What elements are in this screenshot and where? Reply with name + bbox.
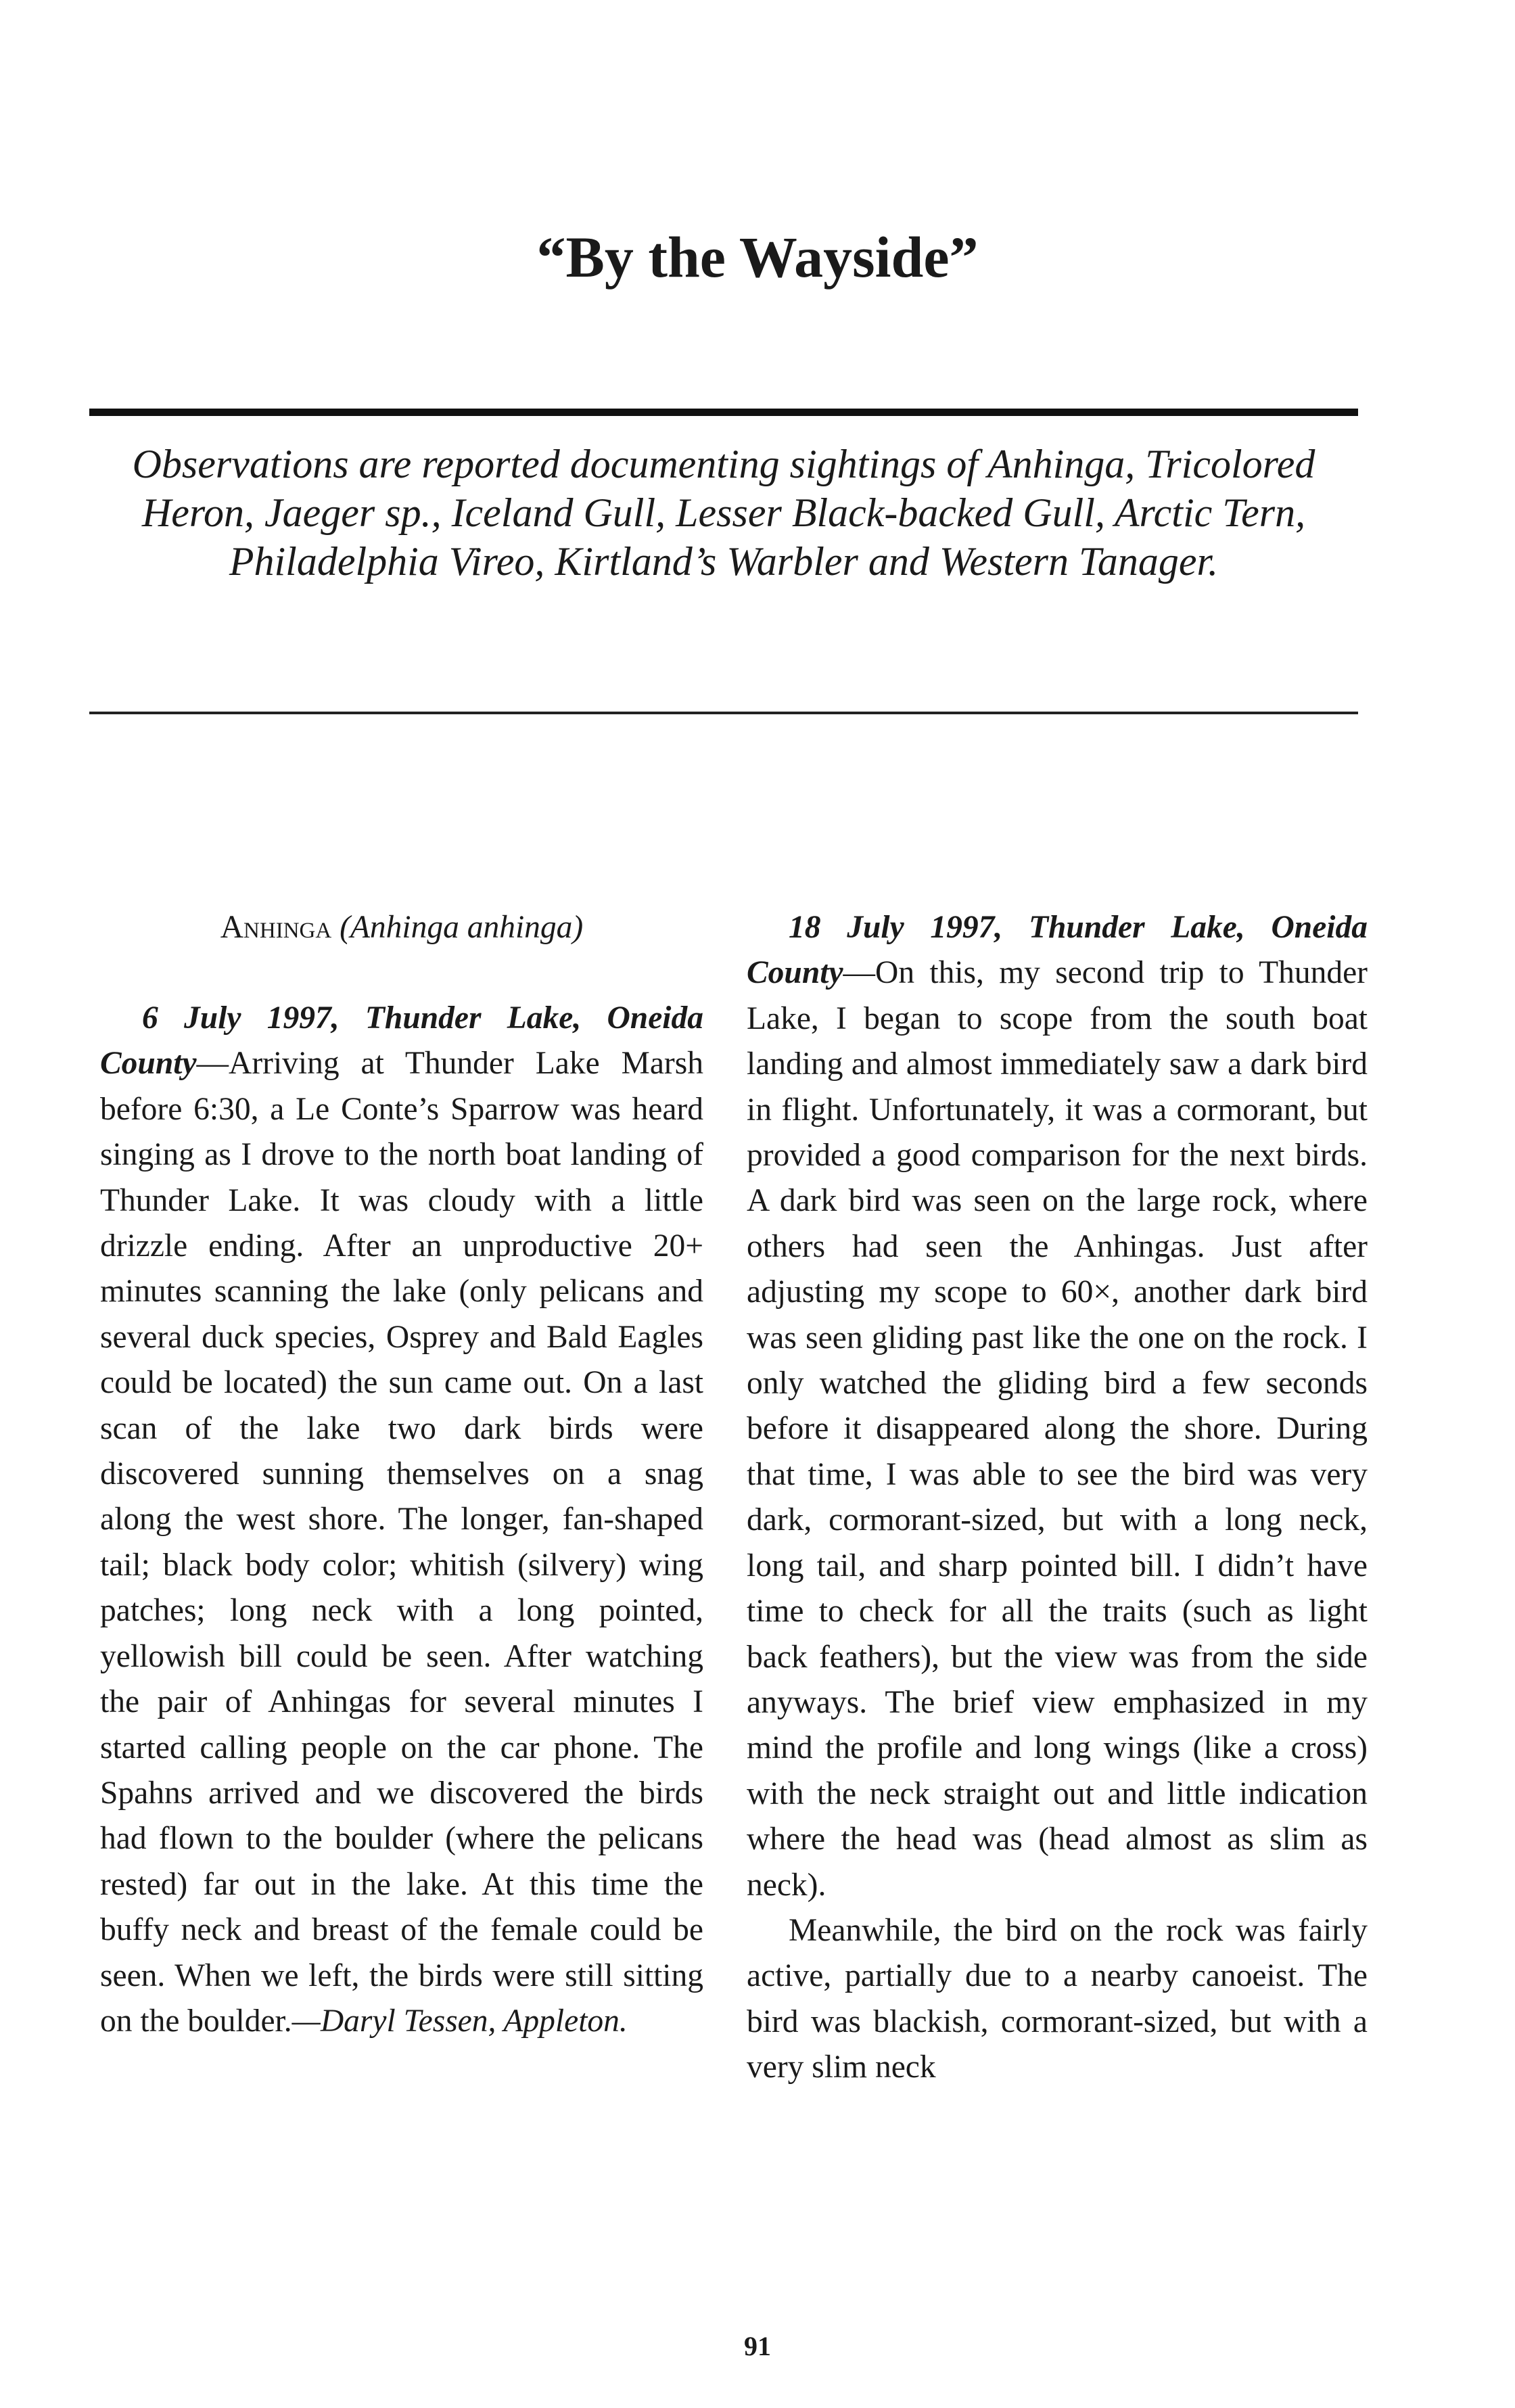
- page-number: 91: [744, 2331, 771, 2361]
- entry-date-place: 6 July 1997, Thunder Lake, Oneida County: [100, 1000, 703, 1082]
- entry-date-place: 18 July 1997, Thunder Lake, Oneida County: [747, 910, 1368, 991]
- species-scientific-name: (Anhinga anhinga): [340, 910, 584, 945]
- top-rule-divider: [89, 409, 1358, 416]
- entry-body: —On this, my second trip to Thunder Lake, I began to scope from the south boat landing and almost immediately saw a dark bird in flight. Unfortunately, it was a cormorant, but provided a good comparison for the next birds. A dark bird was seen on the large rock, where others had seen the Anhingas. Just after adjusting my scope to 60×, another dark bird was seen gliding past like the one on the rock. I only watched the gliding bird a few seconds before it disappeared along the shore. During that time, I was able to see the bird was very dark, cormorant-sized, but with a long neck, long tail, and sharp pointed bill. I didn’t have time to check for all the traits (such as light back feathers), but the view was from the side anyways. The brief view emphasized in my mind the profile and long wings (like a cross) with the neck straight out and little indication where the head was (head almost as slim as neck).: [747, 955, 1368, 1903]
- entry-body: —Arriving at Thunder Lake Marsh before 6:30, a Le Conte’s Sparrow was heard singing as I drove to the north boat landing of Thunder Lake. It was cloudy with a little drizzle ending. After an unproductive 20+ minutes scanning the lake (only pelicans and several duck species, Osprey and Bald Eagles could be located) the sun came out. On a last scan of the lake two dark birds were discovered sunning themselves on a snag along the west shore. The longer, fan-shaped tail; black body color; whitish (silvery) wing patches; long neck with a long pointed, yellowish bill could be seen. After watching the pair of Anhingas for several minutes I started calling people on the car phone. The Spahns arrived and we discovered the birds had flown to the boulder (where the pelicans rested) far out in the lake. At this time the buffy neck and breast of the female could be seen. When we left, the birds were still sitting on the boulder.: [100, 1046, 703, 2039]
- page-title: “By the Wayside”: [536, 225, 979, 290]
- observation-entry: [747, 905, 1368, 1908]
- entry-signature: —Daryl Tessen, Appleton.: [292, 2003, 628, 2039]
- continuation-paragraph: Meanwhile, the bird on the rock was fairly active, partially due to a nearby canoeist. The bird was blackish, cormorant-sized, but with a very slim neck: [747, 1912, 1368, 2085]
- observation-entry: [100, 996, 703, 2044]
- bottom-rule-divider: [89, 712, 1358, 714]
- species-heading: [100, 905, 703, 996]
- right-column: [747, 905, 1368, 2091]
- left-column: [100, 905, 703, 2044]
- species-common-name: Anhinga: [220, 910, 332, 945]
- abstract: Observations are reported documenting sightings of Anhinga, Tricolored Heron, Jaeger sp., Iceland Gull, Lesser Black-backed Gull, Arctic Tern, Philadelphia Vireo, Kirtland’s Warbler and Western Tanager.: [132, 442, 1315, 584]
